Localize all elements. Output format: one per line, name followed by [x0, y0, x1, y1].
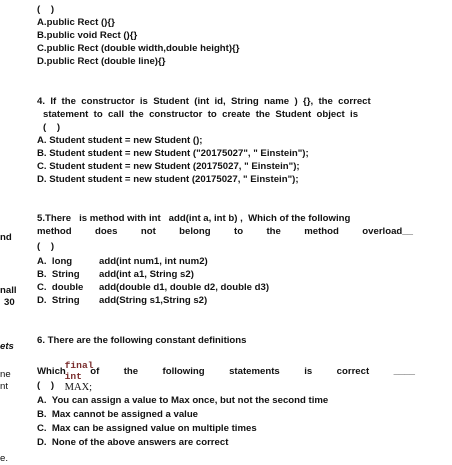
margin-fragment: nt: [0, 381, 9, 392]
option-d: D. Student student = new student (20175027, " Einstein");: [37, 174, 299, 185]
option-b-type: B. String: [37, 269, 80, 280]
option-b: B. Max cannot be assigned a value: [37, 409, 199, 420]
margin-fragment: 30: [4, 297, 15, 308]
option-c: C. Max can be assigned value on multiple times: [37, 423, 257, 434]
option-a-signature: add(int num1, int num2): [99, 256, 208, 267]
option-c: C. Student student = new Student (20175027, " Einstein");: [37, 161, 300, 172]
code-keyword: final: [64, 360, 94, 371]
margin-fragment: nd: [0, 232, 12, 243]
margin-fragment: ets: [0, 341, 14, 352]
question-text: 4. If the constructor is Student (int id, String name ) {}, the correct: [37, 96, 371, 107]
code-keyword: int: [64, 371, 82, 382]
answer-paren: ( ): [43, 122, 61, 133]
option-d-type: D. String: [37, 295, 80, 306]
margin-fragment: ne: [0, 369, 11, 380]
option-b: B. Student student = new Student ("20175027", " Einstein");: [37, 148, 309, 159]
option-d: D. None of the above answers are correct: [37, 437, 229, 448]
question-text: 6. There are the following constant definitions: [37, 335, 247, 346]
option-a: A. Student student = new Student ();: [37, 135, 203, 146]
option-a: A.public Rect (){}: [37, 17, 115, 28]
code-identifier: MAX;: [64, 382, 93, 393]
question-text: method does not belong to the method overload__: [37, 226, 413, 237]
option-c: C.public Rect (double width,double height){}: [37, 43, 240, 54]
option-d-signature: add(String s1,String s2): [99, 295, 208, 306]
answer-paren: ( ): [37, 241, 55, 252]
option-a: A. You can assign a value to Max once, but not the second time: [37, 395, 329, 406]
margin-fragment: nall: [0, 285, 17, 296]
option-b: B.public void Rect (){}: [37, 30, 138, 41]
option-d: D.public Rect (double line){}: [37, 56, 166, 67]
answer-paren: ( ): [37, 4, 55, 15]
option-c-type: C. double: [37, 282, 84, 293]
question-text: 5.There is method with int add(int a, int b) , Which of the following: [37, 213, 351, 224]
question-text: statement to call the constructor to create the Student object is: [43, 109, 359, 120]
margin-fragment: e.: [0, 453, 9, 464]
answer-paren: ( ): [37, 380, 55, 391]
option-a-type: A. long: [37, 256, 73, 267]
question-text: Which of the following statements is correct ____: [37, 366, 415, 377]
option-c-signature: add(double d1, double d2, double d3): [99, 282, 270, 293]
option-b-signature: add(int a1, String s2): [99, 269, 194, 280]
